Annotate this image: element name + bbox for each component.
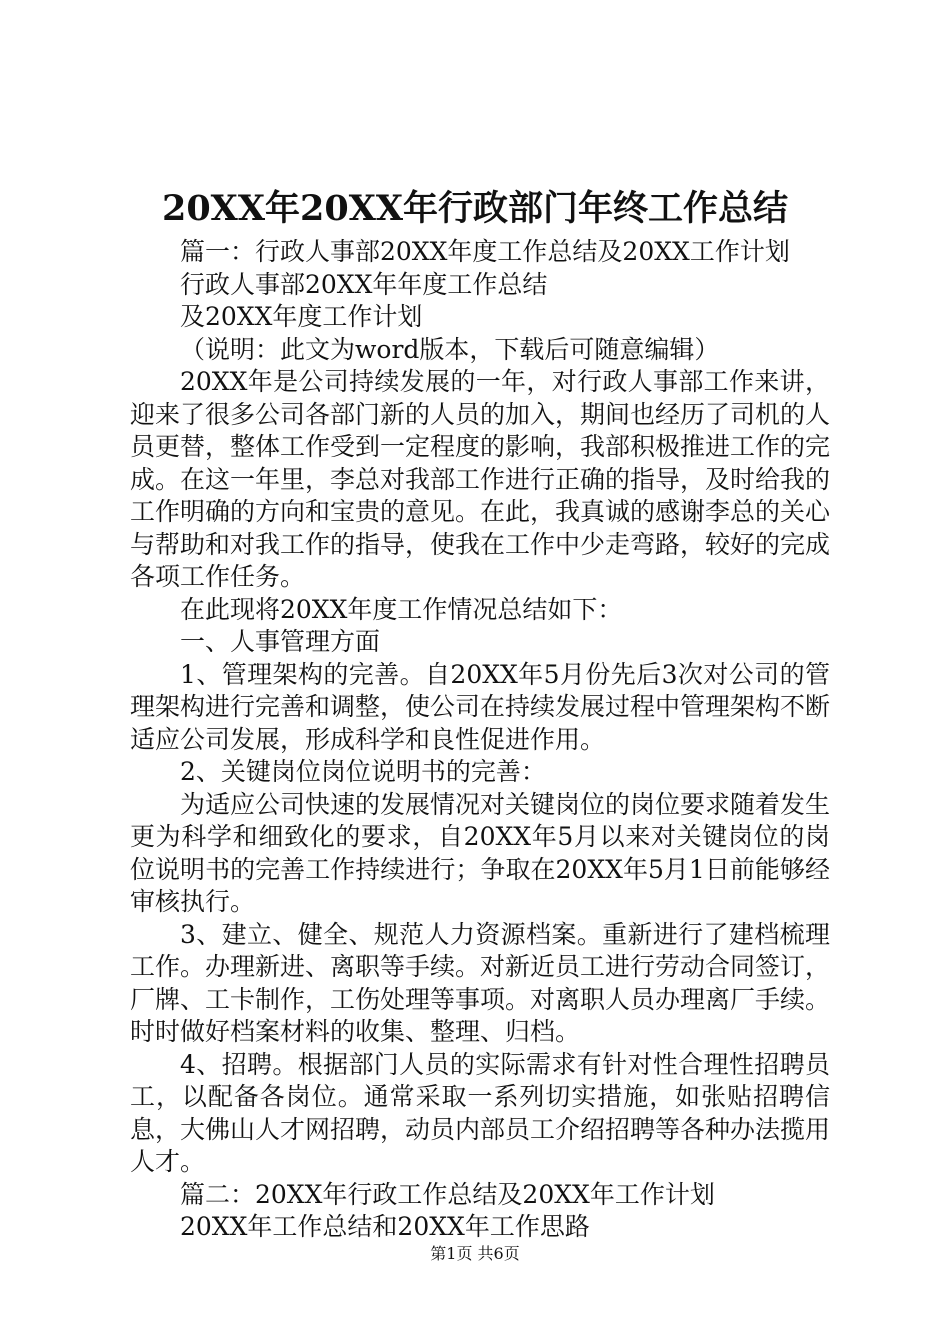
item-2-heading: 2、关键岗位岗位说明书的完善： xyxy=(180,757,546,786)
subtitle-line-1: 行政人事部20XX年年度工作总结 xyxy=(180,269,548,299)
item-1-paragraph: 1、管理架构的完善。自20XX年5月份先后3次对公司的管理架构进行完善和调整，使公司在持续发展过程中管理架构不断适应公司发展，形成科学和良性促进作用。 xyxy=(130,659,831,754)
item-3-paragraph: 3、建立、健全、规范人力资源档案。重新进行了建档梳理工作。办理新进、离职等手续。对新近员工进行劳动合同签订，厂牌、工卡制作，工伤处理等事项。对离职人员办理离厂手续。时时做好档案材料的收集、整理、归档。 xyxy=(130,919,831,1046)
subtitle-line-2: 及20XX年度工作计划 xyxy=(180,302,423,331)
summary-lead: 在此现将20XX年度工作情况总结如下： xyxy=(180,594,623,624)
section-heading-2: 篇二：20XX年行政工作总结及20XX年工作计划 xyxy=(180,1179,715,1209)
item-2-paragraph: 为适应公司快速的发展情况对关键岗位的岗位要求随着发生更为科学和细致化的要求，自20XX年5月以来对关键岗位的岗位说明书的完善工作持续进行；争取在20XX年5月1日前能够经审核执行。 xyxy=(130,789,831,916)
subtitle-line-3: 20XX年工作总结和20XX年工作思路 xyxy=(180,1212,590,1241)
document-title: 20XX年20XX年行政部门年终工作总结 xyxy=(161,188,789,229)
section-heading-1: 篇一：行政人事部20XX年度工作总结及20XX工作计划 xyxy=(180,237,790,266)
intro-paragraph: 20XX年是公司持续发展的一年，对行政人事部工作来讲，迎来了很多公司各部门新的人员的加入，期间也经历了司机的人员更替，整体工作受到一定程度的影响，我部积极推进工作的完成。在这一年里，李总对我部工作进行正确的指导，及时给我的工作明确的方向和宝贵的意见。在此，我真诚的感谢李总的关心与帮助和对我工作的指导，使我在工作中少走弯路，较好的完成各项工作任务。 xyxy=(130,367,831,591)
item-4-paragraph: 4、招聘。根据部门人员的实际需求有针对性合理性招聘员工，以配备各岗位。通常采取一系列切实措施，如张贴招聘信息，大佛山人才网招聘，动员内部员工介绍招聘等各种办法揽用人才。 xyxy=(130,1049,831,1176)
document-body xyxy=(130,236,830,1244)
section-hr-heading: 一、人事管理方面 xyxy=(180,627,381,656)
note-paragraph: （说明：此文为word版本，下载后可随意编辑） xyxy=(180,334,720,364)
page-footer: 第1页 共6页 xyxy=(430,1244,520,1263)
